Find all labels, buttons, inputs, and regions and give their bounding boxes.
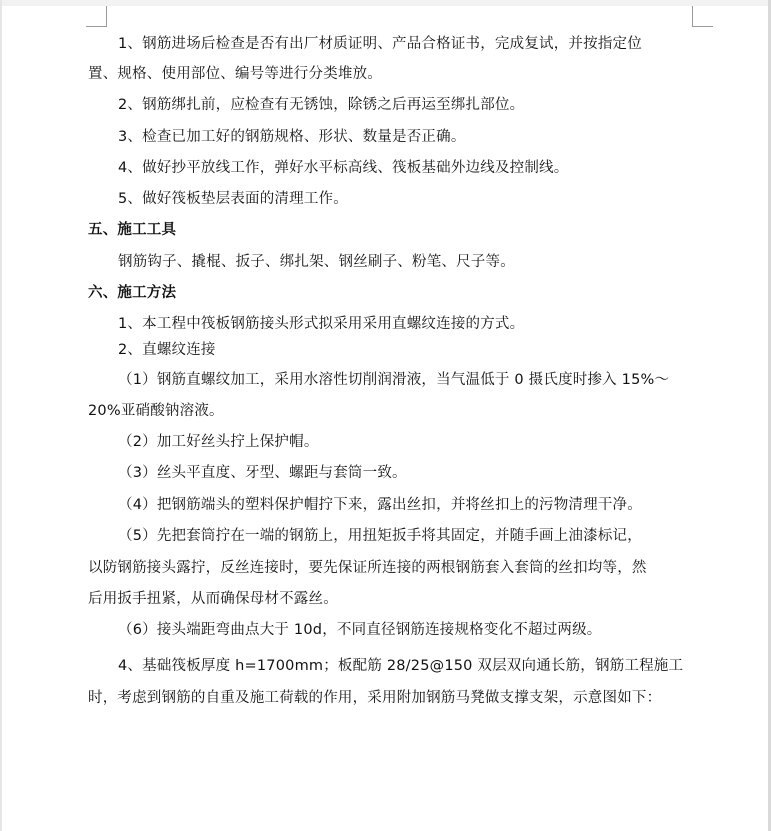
paragraph-line: 后用扳手扭紧，从而确保母材不露丝。 <box>88 591 338 607</box>
paragraph-line: 4、做好抄平放线工作，弹好水平标高线、筏板基础外边线及控制线。 <box>118 160 569 176</box>
paragraph-line: 钢筋钩子、撬棍、扳子、绑扎架、钢丝刷子、粉笔、尺子等。 <box>118 254 515 270</box>
paragraph-line: 20%亚硝酸钠溶液。 <box>88 403 224 419</box>
margin-corner-mark-right <box>692 6 713 27</box>
section-heading-tools: 五、施工工具 <box>88 222 177 238</box>
section-heading-method: 六、施工方法 <box>88 285 177 301</box>
paragraph-line: 以防钢筋接头露拧，反丝连接时，要先保证所连接的两根钢筋套入套筒的丝扣均等，然 <box>88 560 647 576</box>
page-edge-left <box>0 0 2 831</box>
paragraph-line: 1、本工程中筏板钢筋接头形式拟采用采用直螺纹连接的方式。 <box>118 316 525 332</box>
paragraph-line: 3、检查已加工好的钢筋规格、形状、数量是否正确。 <box>118 129 466 145</box>
paragraph-line: 5、做好筏板垫层表面的清理工作。 <box>118 191 348 207</box>
paragraph-line: 4、基础筏板厚度 h=1700mm；板配筋 28/25@150 双层双向通长筋，钢筋工程施工 <box>118 658 684 674</box>
paragraph-line: （3）丝头平直度、牙型、螺距与套筒一致。 <box>118 465 407 481</box>
paragraph-line: （5）先把套筒拧在一端的钢筋上，用扭矩扳手将其固定，并随手画上油漆标记， <box>118 528 642 544</box>
paragraph-line: （6）接头端距弯曲点大于 10d，不同直径钢筋连接规格变化不超过两级。 <box>118 622 602 638</box>
paragraph-line: 1、钢筋进场后检查是否有出厂材质证明、产品合格证书，完成复试，并按指定位 <box>118 36 642 52</box>
paragraph-line: 时，考虑到钢筋的自重及施工荷载的作用，采用附加钢筋马凳做支撑支架，示意图如下： <box>88 690 662 706</box>
paragraph-line: （2）加工好丝头拧上保护帽。 <box>118 434 319 450</box>
paragraph-line: 2、直螺纹连接 <box>118 342 216 358</box>
margin-corner-mark-left <box>86 6 107 27</box>
paragraph-line: （4）把钢筋端头的塑料保护帽拧下来，露出丝扣，并将丝扣上的污物清理干净。 <box>118 497 642 513</box>
page-header-strip <box>0 0 771 6</box>
paragraph-line: 2、钢筋绑扎前，应检查有无锈蚀，除锈之后再运至绑扎部位。 <box>118 97 525 113</box>
paragraph-line: 置、规格、使用部位、编号等进行分类堆放。 <box>88 66 382 82</box>
paragraph-line: （1）钢筋直螺纹加工，采用水溶性切削润滑液，当气温低于 0 摄氏度时掺入 15%～ <box>118 372 670 388</box>
